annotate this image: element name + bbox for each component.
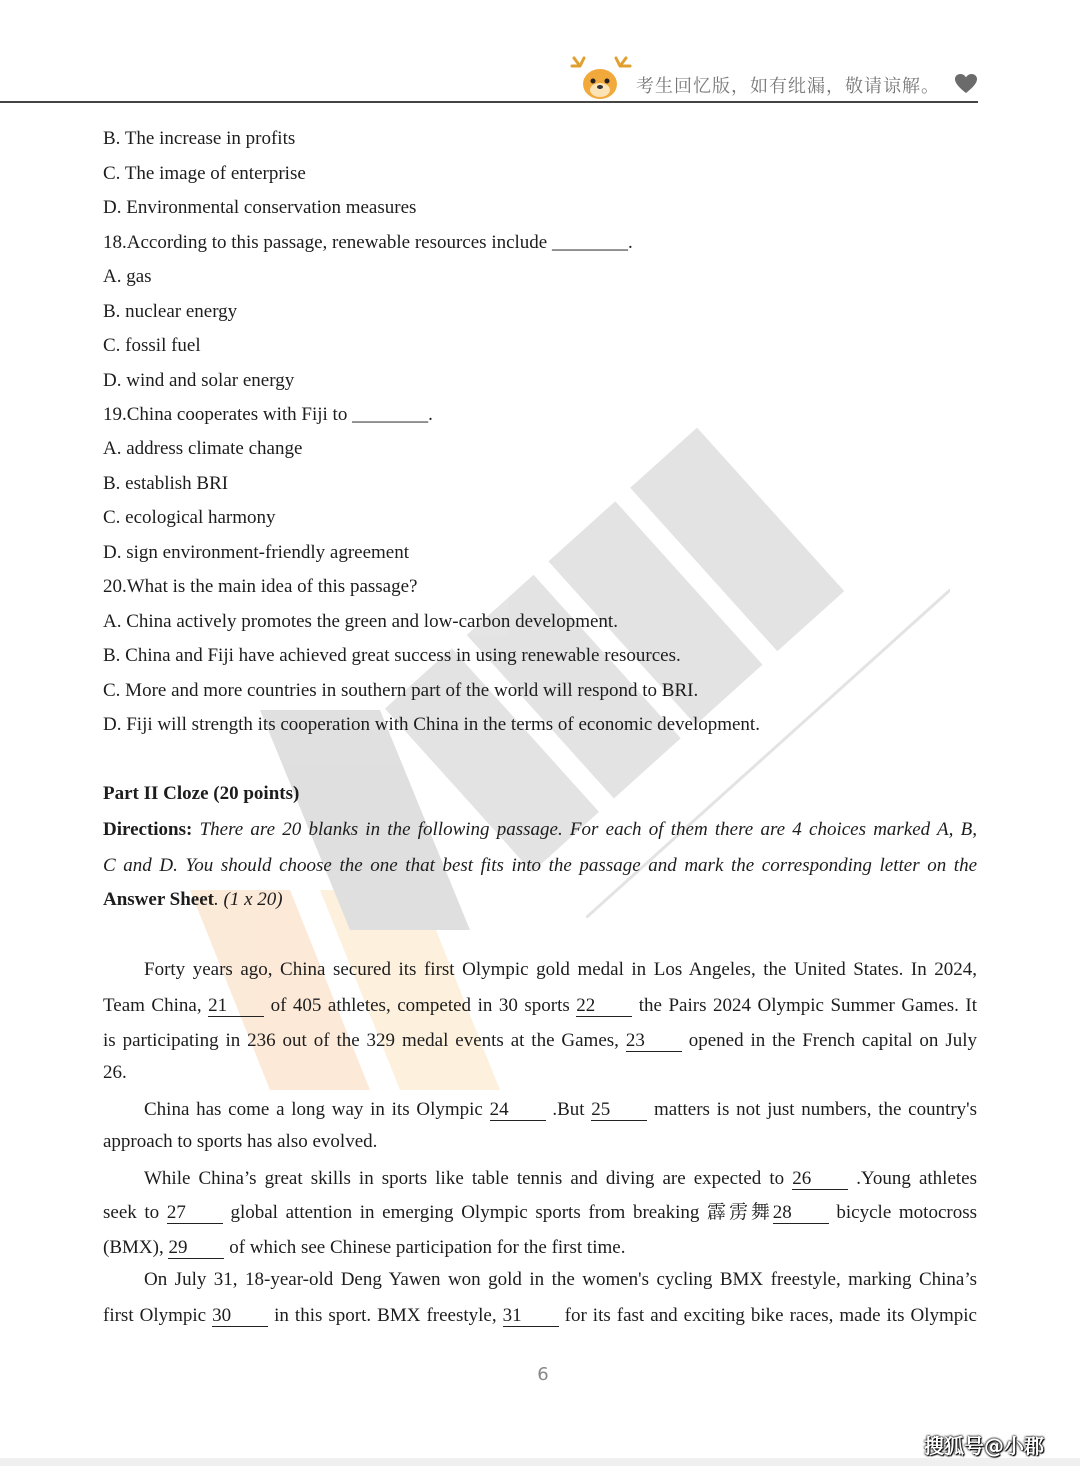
q17-option-c: C. The image of enterprise: [103, 163, 306, 184]
passage-text: of which see Chinese participation for the first time.: [224, 1237, 626, 1258]
blank-29: 29: [168, 1238, 224, 1259]
directions-line-3: [103, 882, 977, 918]
blank-24: 24: [490, 1100, 546, 1121]
q17-option-d: D. Environmental conservation measures: [103, 197, 417, 218]
q18-stem: 18.According to this passage, renewable resources include ________.: [103, 232, 633, 253]
part2-title: Part II Cloze (20 points): [103, 783, 300, 804]
q19-option-a: A. address climate change: [103, 438, 303, 459]
passage-text: is participating in 236 out of the 329 medal events at the Games,: [103, 1030, 626, 1051]
passage-line-6: approach to sports has also evolved.: [103, 1131, 378, 1152]
passage-line-9: [103, 1236, 977, 1260]
q17-option-b: B. The increase in profits: [103, 128, 296, 149]
header-divider: [0, 101, 978, 103]
directions-tail: . (1 x 20): [214, 889, 283, 910]
source-watermark: 搜狐号@小郡: [924, 1434, 1044, 1458]
blank-27: 27: [167, 1203, 223, 1224]
blank-28: 28: [773, 1203, 829, 1224]
passage-text: global attention in emerging Olympic sports from breaking 霹雳舞: [222, 1202, 773, 1223]
page-number: 6: [537, 1364, 549, 1385]
q19-option-c: C. ecological harmony: [103, 507, 276, 528]
q20-option-a: A. China actively promotes the green and low-carbon development.: [103, 611, 618, 632]
passage-line-5: [144, 1098, 977, 1122]
passage-text: in this sport. BMX freestyle,: [268, 1305, 503, 1326]
q20-option-c: C. More and more countries in southern part of the world will respond to BRI.: [103, 680, 699, 701]
heart-icon: [955, 74, 977, 94]
passage-text: for its fast and exciting bike races, made its Olympic: [558, 1305, 977, 1326]
passage-line-1: Forty years ago, China secured its first Olympic gold medal in Los Angeles, the United States. In 2024,: [144, 959, 977, 980]
q19-option-d: D. sign environment-friendly agreement: [103, 542, 410, 563]
blank-22: 22: [576, 996, 632, 1017]
q18-option-b: B. nuclear energy: [103, 301, 238, 322]
passage-text: While China’s great skills in sports like table tennis and diving are expected to: [144, 1168, 793, 1189]
passage-text: China has come a long way in its Olympic: [144, 1099, 490, 1120]
footer-band: [0, 1458, 1080, 1466]
passage-line-7: [144, 1167, 977, 1191]
passage-line-10: On July 31, 18-year-old Deng Yawen won gold in the women's cycling BMX freestyle, marking China’s: [144, 1269, 977, 1290]
passage-text: Team China,: [103, 995, 209, 1016]
q19-option-b: B. establish BRI: [103, 473, 229, 494]
q20-stem: 20.What is the main idea of this passage?: [103, 576, 418, 597]
passage-text: first Olympic: [103, 1305, 213, 1326]
passage-line-2: [103, 994, 977, 1018]
q18-option-c: C. fossil fuel: [103, 335, 201, 356]
directions-text-1: There are 20 blanks in the following passage. For each of them there are 4 choices marked A, B,: [192, 819, 977, 840]
passage-text: matters is not just numbers, the country's: [647, 1099, 977, 1120]
blank-30: 30: [212, 1306, 268, 1327]
blank-25: 25: [591, 1100, 647, 1121]
passage-text: (BMX),: [103, 1237, 169, 1258]
blank-31: 31: [503, 1306, 559, 1327]
blank-23: 23: [626, 1031, 682, 1052]
passage-text: the Pairs 2024 Olympic Summer Games. It: [632, 995, 978, 1016]
passage-text: bicycle motocross: [828, 1202, 977, 1223]
passage-text: .But: [545, 1099, 592, 1120]
q18-option-a: A. gas: [103, 266, 152, 287]
blank-26: 26: [792, 1169, 848, 1190]
passage-line-3: [103, 1029, 977, 1053]
passage-text: of 405 athletes, competed in 30 sports: [264, 995, 577, 1016]
q20-option-d: D. Fiji will strength its cooperation with China in the terms of economic development.: [103, 714, 760, 735]
directions-label: Directions:: [103, 819, 193, 840]
header-disclaimer: 考生回忆版，如有纰漏，敬请谅解。: [636, 76, 940, 97]
blank-21: 21: [208, 996, 264, 1017]
directions-line-1: [103, 812, 977, 848]
q20-option-b: B. China and Fiji have achieved great success in using renewable resources.: [103, 645, 681, 666]
passage-line-8: [103, 1201, 977, 1225]
passage-line-4: 26.: [103, 1062, 127, 1083]
directions-line-2: C and D. You should choose the one that best fits into the passage and mark the corresponding letter on the: [103, 855, 977, 876]
q19-stem: 19.China cooperates with Fiji to ________.: [103, 404, 433, 425]
deer-mascot-icon: [570, 56, 632, 104]
q18-option-d: D. wind and solar energy: [103, 370, 295, 391]
passage-text: seek to: [103, 1202, 167, 1223]
passage-text: opened in the French capital on July: [681, 1030, 977, 1051]
passage-text: .Young athletes: [848, 1168, 977, 1189]
passage-line-11: [103, 1304, 977, 1328]
answer-sheet-label: Answer Sheet: [103, 889, 215, 910]
